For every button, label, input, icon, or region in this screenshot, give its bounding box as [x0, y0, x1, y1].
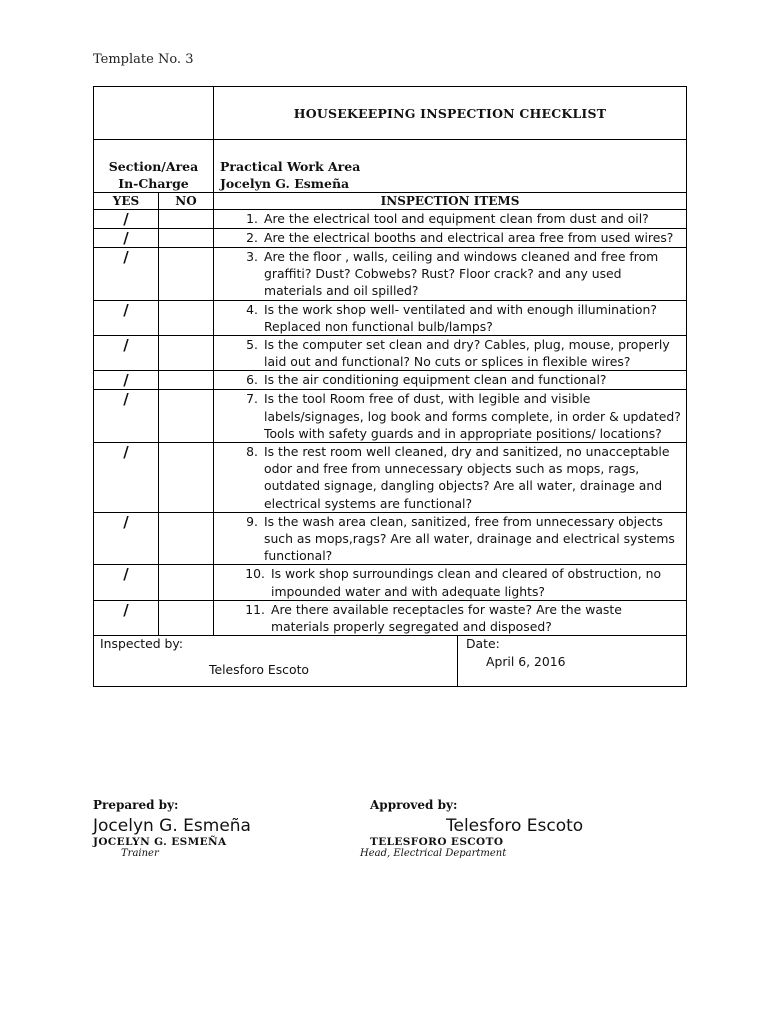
- inspection-item: [214, 371, 687, 390]
- no-mark: [159, 565, 214, 600]
- yes-mark: /: [94, 371, 159, 390]
- prepared-by-block: [93, 798, 251, 859]
- yes-mark: /: [94, 336, 159, 371]
- checklist-item-row: [94, 300, 687, 335]
- inspection-item: [214, 443, 687, 513]
- date-label: Date:: [466, 636, 500, 652]
- yes-header: YES: [94, 193, 159, 210]
- checklist-item-row: [94, 512, 687, 565]
- no-mark: [159, 371, 214, 390]
- item-number: 3.: [246, 249, 258, 264]
- inspection-item: [214, 336, 687, 371]
- title-blank-cell: [94, 87, 214, 140]
- checklist-item-row: [94, 336, 687, 371]
- item-text: Is the computer set clean and dry? Cables, plug, mouse, properly laid out and functional? No cuts or splices in flexible wires?: [264, 337, 670, 370]
- in-charge-label: In-Charge: [118, 176, 189, 191]
- checklist-item-row: [94, 248, 687, 301]
- inspection-item: [214, 300, 687, 335]
- item-text: Is the rest room well cleaned, dry and sanitized, no unacceptable odor and free from unnecessary objects such as mops, rags, outdated signage, dangling objects? Are all water, drainage and electrical systems are functional?: [264, 444, 670, 511]
- inspection-item: [214, 390, 687, 443]
- in-charge-value: Jocelyn G. Esmeña: [220, 176, 350, 191]
- checklist-item-row: [94, 210, 687, 229]
- item-text: Are the floor , walls, ceiling and windows cleaned and free from graffiti? Dust? Cobwebs? Rust? Floor crack? and any used materials and oil spilled?: [264, 249, 659, 299]
- inspection-footer-row: [94, 636, 687, 687]
- inspected-by-name: Telesforo Escoto: [209, 662, 310, 678]
- yes-mark: /: [94, 565, 159, 600]
- item-text: Is work shop surroundings clean and cleared of obstruction, no impounded water and with adequate lights?: [271, 566, 662, 599]
- item-number: 10.: [245, 566, 265, 582]
- item-number: 7.: [246, 391, 258, 407]
- section-area-label-cell: [94, 140, 214, 193]
- no-mark: [159, 229, 214, 248]
- yes-mark: /: [94, 600, 159, 635]
- checklist-item-row: [94, 371, 687, 390]
- item-number: 1.: [246, 211, 258, 226]
- checklist-item-row: [94, 229, 687, 248]
- no-mark: [159, 210, 214, 229]
- section-row: [94, 140, 687, 193]
- checklist-item-row: [94, 443, 687, 513]
- item-text: Are the electrical tool and equipment clean from dust and oil?: [264, 211, 649, 226]
- no-mark: [159, 300, 214, 335]
- inspection-item: [214, 565, 687, 600]
- no-header: NO: [159, 193, 214, 210]
- no-mark: [159, 512, 214, 565]
- inspection-item: [214, 248, 687, 301]
- item-number: 4.: [246, 301, 258, 317]
- item-number: 6.: [246, 372, 258, 388]
- item-text: Is the work shop well- ventilated and with enough illumination? Replaced non functional bulb/lamps?: [264, 301, 657, 334]
- yes-mark: /: [94, 512, 159, 565]
- date-cell: [458, 636, 687, 687]
- item-number: 11.: [245, 601, 265, 617]
- approved-by-block: [360, 798, 584, 859]
- item-text: Are there available receptacles for waste? Are the waste materials properly segregated and disposed?: [271, 601, 622, 635]
- inspection-item: [214, 600, 687, 635]
- no-mark: [159, 336, 214, 371]
- yes-mark: /: [94, 300, 159, 335]
- inspected-by-cell: [94, 636, 458, 687]
- prepared-by-role: Trainer: [121, 848, 159, 859]
- item-text: Is the wash area clean, sanitized, free from unnecessary objects such as mops,rags? Are all water, drainage and electrical systems functional?: [264, 513, 675, 564]
- inspection-item: [214, 210, 687, 229]
- title-row: [94, 87, 687, 140]
- yes-mark: /: [94, 390, 159, 443]
- approved-by-role: Head, Electrical Department: [360, 848, 507, 859]
- no-mark: [159, 443, 214, 513]
- no-mark: [159, 390, 214, 443]
- approved-by-label: Approved by:: [370, 798, 458, 812]
- checklist-item-row: [94, 600, 687, 635]
- yes-mark: /: [94, 443, 159, 513]
- checklist-title: HOUSEKEEPING INSPECTION CHECKLIST: [214, 87, 687, 140]
- column-header-row: [94, 193, 687, 210]
- section-area-value-cell: [214, 140, 687, 193]
- template-number: Template No. 3: [93, 52, 194, 67]
- item-number: 5.: [246, 337, 258, 353]
- item-number: 9.: [246, 513, 258, 529]
- checklist-item-row: [94, 565, 687, 600]
- section-area-label: Section/Area: [108, 159, 199, 174]
- item-number: 8.: [246, 444, 258, 460]
- inspection-items-header: INSPECTION ITEMS: [214, 193, 687, 210]
- inspection-item: [214, 229, 687, 248]
- yes-mark: /: [94, 229, 159, 248]
- inspection-checklist-table: [93, 86, 687, 687]
- approved-by-signature: Telesforo Escoto: [446, 816, 584, 836]
- yes-mark: /: [94, 248, 159, 301]
- item-text: Is the air conditioning equipment clean and functional?: [264, 372, 607, 388]
- section-area-value: Practical Work Area: [220, 159, 361, 174]
- item-text: Are the electrical booths and electrical area free from used wires?: [264, 230, 674, 245]
- date-value: April 6, 2016: [486, 654, 566, 670]
- no-mark: [159, 600, 214, 635]
- no-mark: [159, 248, 214, 301]
- prepared-by-label: Prepared by:: [93, 798, 179, 812]
- item-number: 2.: [246, 230, 258, 245]
- prepared-by-signature: Jocelyn G. Esmeña: [93, 816, 251, 836]
- prepared-by-printed-name: JOCELYN G. ESMEÑA: [93, 836, 227, 848]
- inspected-by-label: Inspected by:: [100, 636, 184, 652]
- inspection-item: [214, 512, 687, 565]
- approved-by-printed-name: TELESFORO ESCOTO: [370, 836, 504, 848]
- item-text: Is the tool Room free of dust, with legible and visible labels/signages, log book and forms complete, in order & updated? Tools with safety guards and in appropriate positions/ locations?: [264, 391, 681, 441]
- yes-mark: /: [94, 210, 159, 229]
- checklist-item-row: [94, 390, 687, 443]
